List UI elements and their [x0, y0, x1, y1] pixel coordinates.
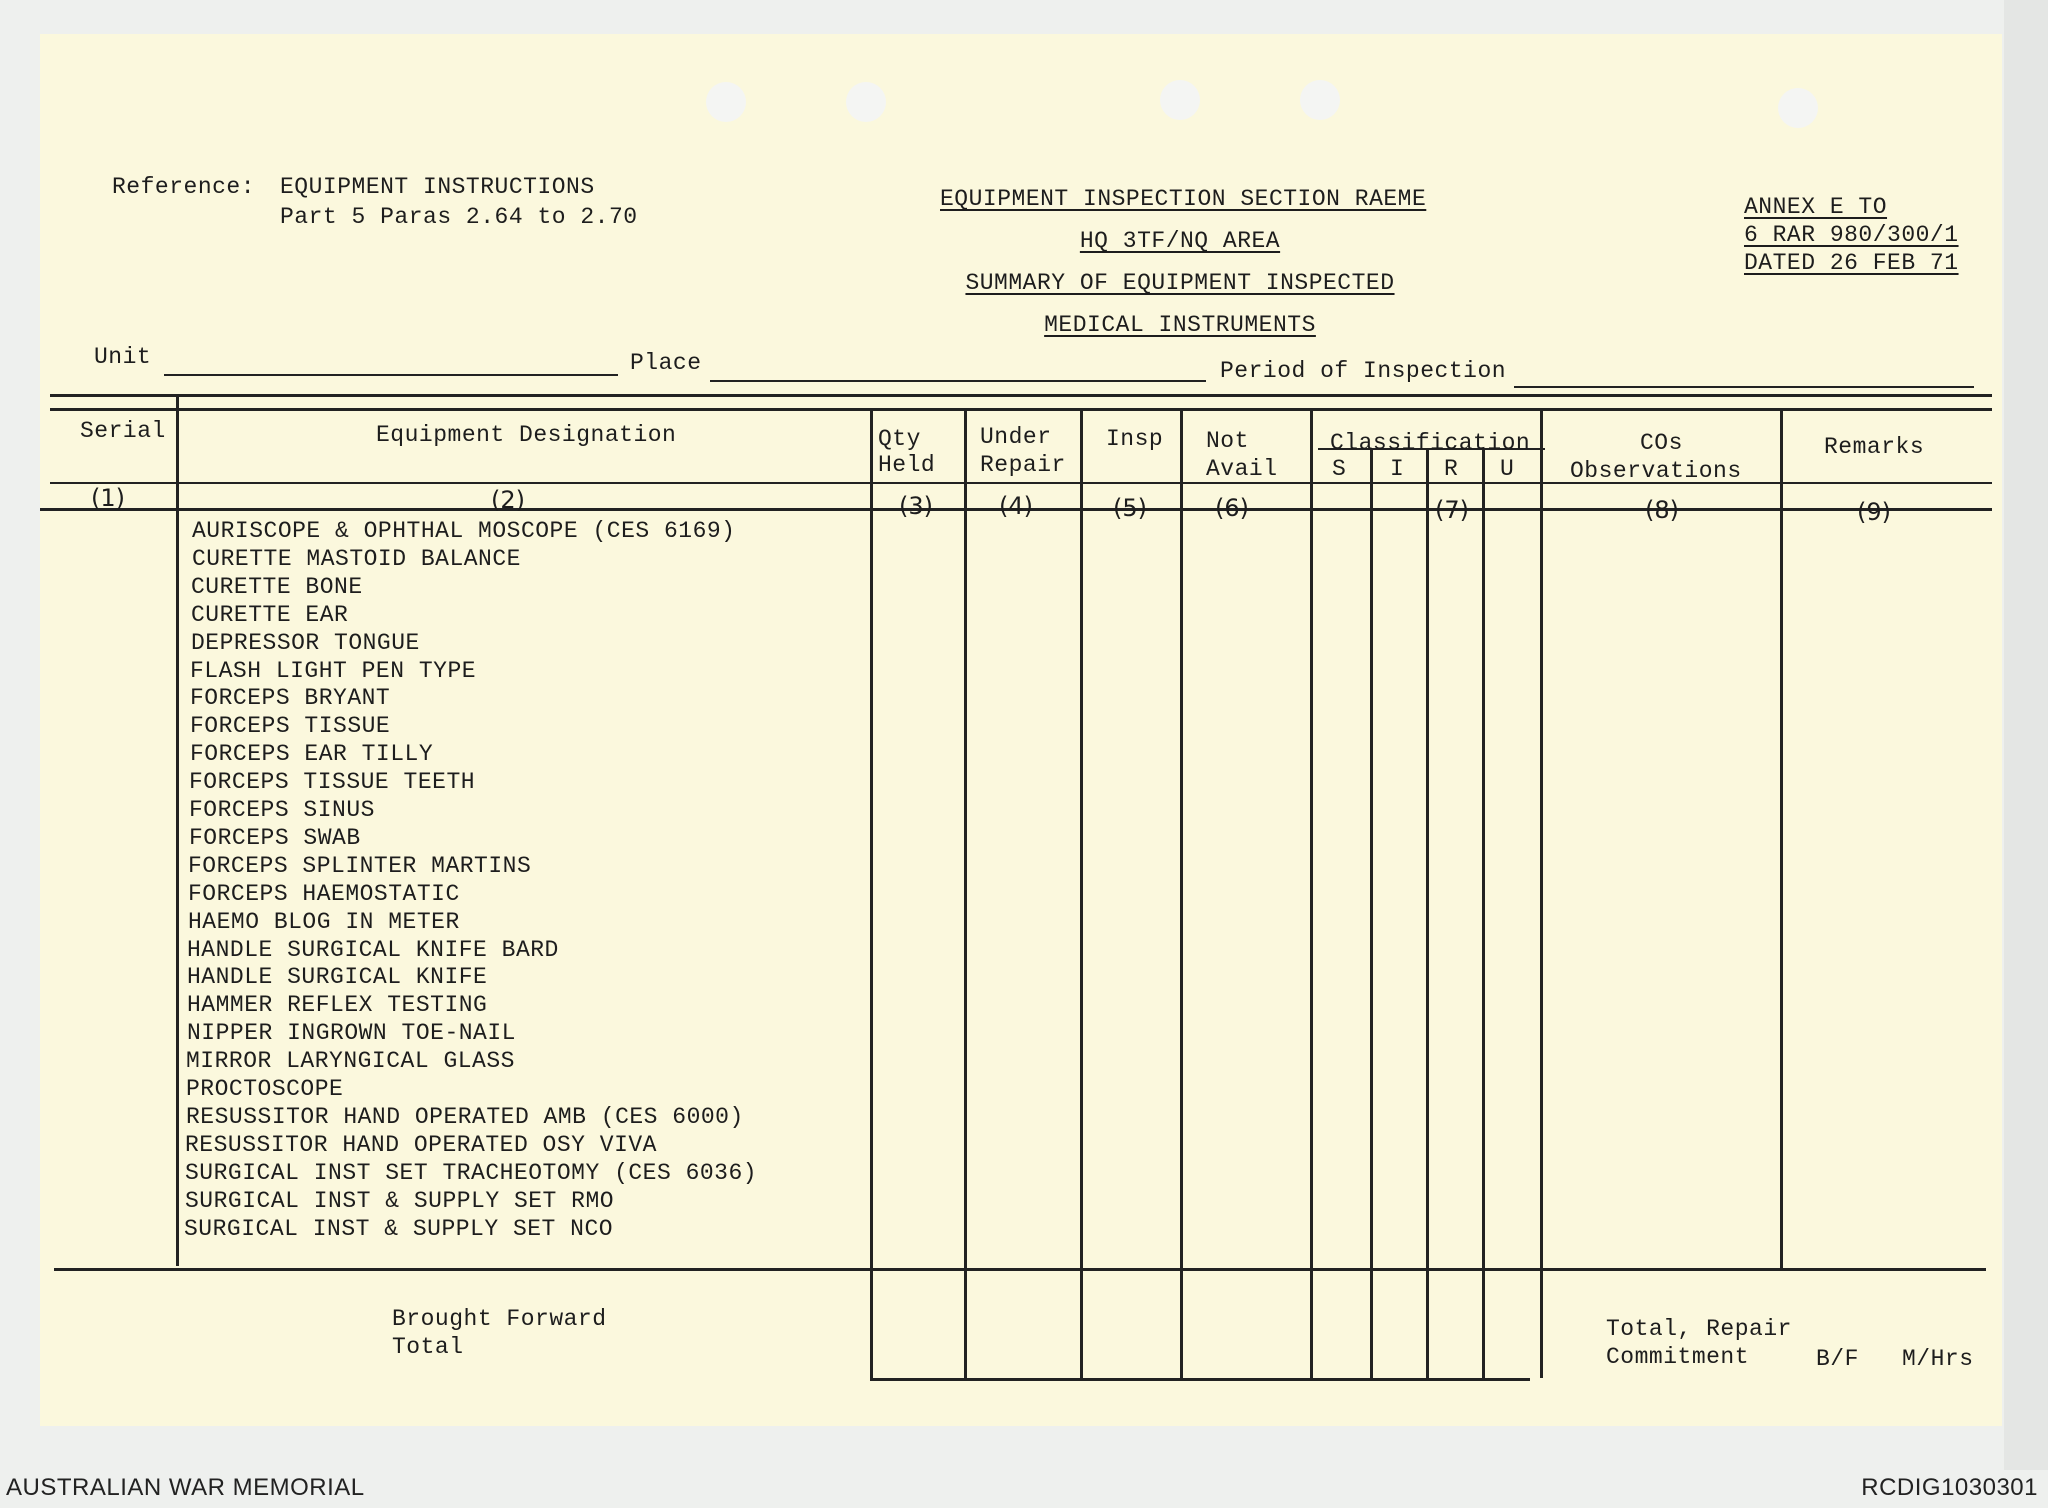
- equipment-item: HAEMO BLOG IN METER: [188, 908, 460, 935]
- brought-forward-label: Brought Forward: [392, 1306, 607, 1332]
- equipment-item: HAMMER REFLEX TESTING: [187, 992, 488, 1019]
- place-label: Place: [630, 350, 702, 376]
- col-header-repair-2: Repair: [980, 452, 1066, 478]
- equipment-item: PROCTOSCOPE: [186, 1076, 344, 1102]
- col-header-class-s: S: [1332, 456, 1347, 482]
- table-top-rule: [50, 394, 1992, 397]
- col-header-qty-1: Qty: [878, 426, 921, 452]
- col-divider-class-r: [1482, 448, 1485, 1378]
- equipment-item: FORCEPS SINUS: [189, 797, 375, 823]
- annex-line-1: ANNEX E TO: [1744, 194, 1888, 220]
- col-header-repair-1: Under: [980, 424, 1052, 450]
- col-divider-notavail: [1180, 408, 1183, 1378]
- col-divider-cos: [1540, 408, 1543, 1378]
- period-label: Period of Inspection: [1220, 358, 1507, 384]
- inspection-form: [40, 34, 2002, 1426]
- equipment-item: NIPPER INGROWN TOE-NAIL: [187, 1020, 516, 1047]
- footer-source: AUSTRALIAN WAR MEMORIAL: [6, 1474, 365, 1501]
- commitment-label: Commitment: [1606, 1344, 1750, 1370]
- col-number: (4): [999, 492, 1033, 520]
- col-header-insp: Insp: [1106, 426, 1164, 452]
- col-number: (6): [1215, 494, 1249, 522]
- col-divider-serial: [176, 396, 179, 1266]
- col-divider-insp: [1080, 408, 1083, 1378]
- equipment-item: SURGICAL INST & SUPPLY SET NCO: [184, 1215, 614, 1242]
- equipment-item: HANDLE SURGICAL KNIFE: [187, 964, 488, 991]
- col-divider-remarks: [1780, 408, 1783, 1268]
- col-number: (9): [1857, 498, 1891, 526]
- equipment-item: RESUSSITOR HAND OPERATED AMB (CES 6000): [186, 1103, 744, 1130]
- equipment-item: FORCEPS SWAB: [189, 824, 361, 851]
- punch-hole: [1160, 80, 1200, 120]
- table-bottom-rule: [54, 1268, 1986, 1271]
- col-header-notavail-2: Avail: [1206, 456, 1278, 482]
- table-top-rule-2: [50, 408, 1992, 411]
- col-number: (7): [1435, 496, 1469, 524]
- annex-line-3: DATED 26 FEB 71: [1744, 250, 1959, 276]
- equipment-item: FORCEPS BRYANT: [190, 685, 391, 712]
- col-divider-qty: [870, 408, 873, 1378]
- punch-hole: [846, 82, 886, 122]
- reference-line-1: EQUIPMENT INSTRUCTIONS: [280, 174, 595, 200]
- col-divider-class: [1310, 408, 1313, 1378]
- form-title-summary: SUMMARY OF EQUIPMENT INSPECTED: [965, 270, 1395, 296]
- totals-bottom-rule: [870, 1378, 1530, 1381]
- col-number: (2): [491, 486, 525, 514]
- equipment-item: CURETTE BONE: [191, 573, 363, 600]
- col-divider-class-s: [1370, 448, 1373, 1378]
- col-header-designation: Equipment Designation: [376, 422, 677, 448]
- col-number: (8): [1645, 496, 1679, 524]
- equipment-item: CURETTE MASTOID BALANCE: [192, 545, 521, 572]
- place-field[interactable]: [710, 380, 1206, 382]
- equipment-item: SURGICAL INST SET TRACHEOTOMY (CES 6036): [185, 1159, 758, 1186]
- total-repair-label: Total, Repair: [1606, 1316, 1792, 1342]
- col-divider-class-i: [1426, 448, 1429, 1378]
- mhrs-label: M/Hrs: [1902, 1346, 1974, 1372]
- col-header-serial: Serial: [80, 418, 166, 444]
- col-header-remarks: Remarks: [1824, 434, 1925, 460]
- total-label: Total: [392, 1334, 464, 1360]
- equipment-item: DEPRESSOR TONGUE: [191, 629, 420, 656]
- punch-hole: [1300, 80, 1340, 120]
- equipment-item: FLASH LIGHT PEN TYPE: [190, 657, 477, 684]
- equipment-item: RESUSSITOR HAND OPERATED OSY VIVA: [185, 1131, 657, 1158]
- col-header-classification: Classification: [1330, 430, 1531, 456]
- reference-line-2: Part 5 Paras 2.64 to 2.70: [280, 204, 638, 230]
- equipment-item: CURETTE EAR: [191, 601, 349, 628]
- col-header-class-u: U: [1500, 456, 1515, 482]
- equipment-item: FORCEPS EAR TILLY: [190, 741, 434, 768]
- equipment-item: FORCEPS SPLINTER MARTINS: [188, 852, 532, 879]
- equipment-item: FORCEPS TISSUE: [190, 713, 391, 740]
- annex-line-2: 6 RAR 980/300/1: [1744, 222, 1959, 248]
- equipment-item: AURISCOPE & OPHTHAL MOSCOPE (CES 6169): [192, 518, 736, 544]
- unit-field[interactable]: [164, 374, 618, 376]
- punch-hole: [1778, 88, 1818, 128]
- equipment-item: HANDLE SURGICAL KNIFE BARD: [187, 936, 559, 963]
- col-number: (3): [899, 492, 933, 520]
- col-header-notavail-1: Not: [1206, 428, 1249, 454]
- col-divider-repair: [964, 408, 967, 1378]
- equipment-item: FORCEPS TISSUE TEETH: [189, 769, 476, 796]
- col-number: (5): [1113, 494, 1147, 522]
- period-field[interactable]: [1514, 386, 1974, 388]
- reference-label: Reference:: [112, 174, 256, 200]
- col-header-cos-1: COs: [1640, 430, 1683, 456]
- col-header-qty-2: Held: [878, 452, 936, 478]
- scan-margin: [2004, 0, 2048, 1470]
- col-header-cos-2: Observations: [1570, 458, 1742, 484]
- form-title-category: MEDICAL INSTRUMENTS: [1044, 312, 1316, 338]
- unit-label: Unit: [94, 344, 152, 370]
- form-title-section: EQUIPMENT INSPECTION SECTION RAEME: [940, 186, 1427, 212]
- form-title-hq: HQ 3TF/NQ AREA: [1079, 228, 1281, 254]
- col-number: (1): [91, 484, 125, 512]
- equipment-item: SURGICAL INST & SUPPLY SET RMO: [185, 1187, 615, 1214]
- bf-label: B/F: [1816, 1346, 1859, 1372]
- col-header-class-r: R: [1444, 456, 1459, 482]
- equipment-item: FORCEPS HAEMOSTATIC: [188, 880, 460, 907]
- footer-id: RCDIG1030301: [1861, 1474, 2038, 1501]
- punch-hole: [706, 82, 746, 122]
- equipment-item: MIRROR LARYNGICAL GLASS: [186, 1048, 515, 1075]
- col-header-class-i: I: [1390, 456, 1405, 482]
